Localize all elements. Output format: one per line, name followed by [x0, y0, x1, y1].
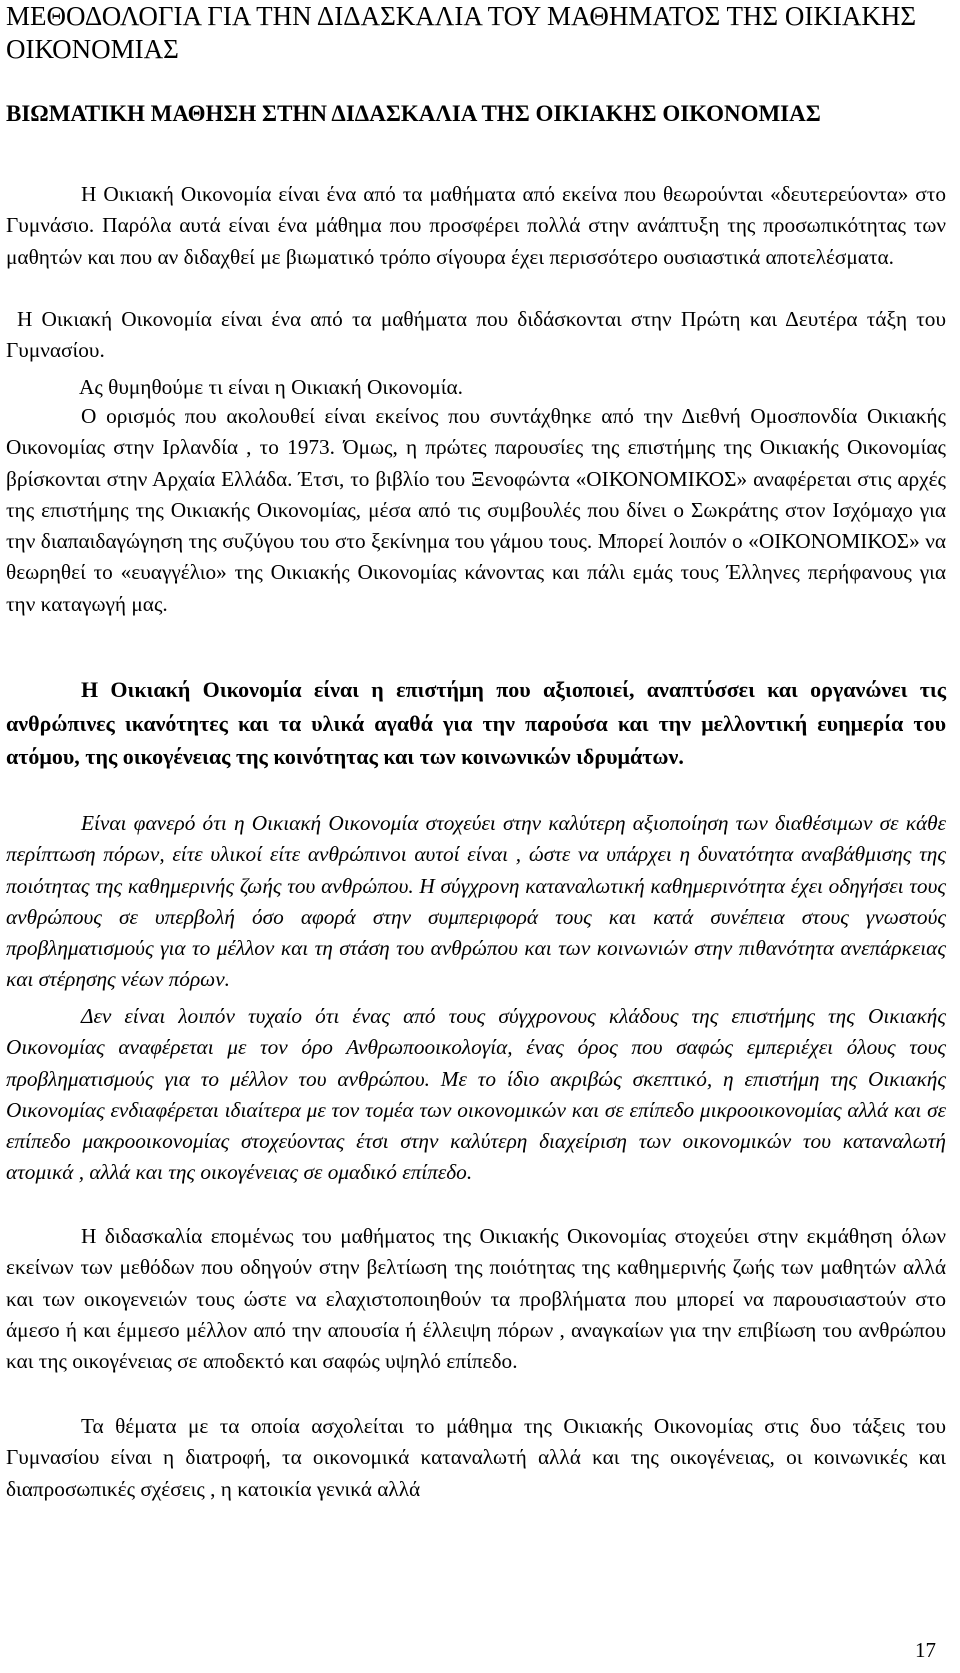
paragraph-intro: Η Οικιακή Οικονομία είναι ένα από τα μαθήματα από εκείνα που θεωρούνται «δευτερεύοντα» στο Γυμνάσιο. Παρόλα αυτά είναι ένα μάθημα που προσφέρει πολλά στην ανάπτυξη της προσωπικότητας των μαθητών και που αν διδαχθεί με βιωματικό τρόπο σίγουρα έχει περισσότερο ουσιαστικά αποτελέσματα.	[6, 182, 946, 269]
paragraph-definition-history: Ο ορισμός που ακολουθεί είναι εκείνος που συντάχθηκε από την Διεθνή Ομοσπονδία Οικιακής Οικονομίας στην Ιρλανδία , το 1973. Όμως, η πρώτες παρουσίες της επιστήμης της Οικιακής Οικονομίας βρίσκονται στην Αρχαία Ελλάδα. Έτσι, το βιβλίο του Ξενοφώντα «ΟΙΚΟΝΟΜΙΚΟΣ» αναφέρεται στις αρχές της επιστήμης της Οικιακής Οικονομίας, μέσα από τις συμβουλές που δίνει ο Σωκράτης στον Ισχόμαχο για την διαπαιδαγώγηση της συζύγου του στο ξεκίνημα του γάμου τους. Μπορεί λοιπόν ο «ΟΙΚΟΝΟΜΙΚΟΣ» να θεωρηθεί το «ευαγγέλιο» της Οικιακής Οικονομίας κάνοντας και πάλι εμάς τους Έλληνες περήφανους για την καταγωγή μας.	[6, 404, 946, 616]
paragraph-teaching: Η διδασκαλία επομένως του μαθήματος της Οικιακής Οικονομίας στοχεύει στην εκμάθηση όλων εκείνων των μεθόδων που οδηγούν στην βελτίωση της ποιότητας της καθημερινής ζωής των μαθητών αλλά και των οικογενειών τους ώστε να ελαχιστοποιηθούν τα προβλήματα που μπορεί να παρουσιαστούν στο άμεσο ή και έμμεσο μέλλον από την απουσία ή έλλειψη πόρων , αναγκαίων για την επιβίωση του ανθρώπου και της οικογένειας σε αποδεκτό και σαφώς υψηλό επίπεδο.	[6, 1224, 946, 1374]
paragraph-reminder: Ας θυμηθούμε τι είναι η Οικιακή Οικονομία.	[79, 375, 463, 399]
paragraph-topics: Τα θέματα με τα οποία ασχολείται το μάθημα της Οικιακής Οικονομίας στις δυο τάξεις του Γυμνασίου είναι η διατροφή, τα οικονομικά καταναλωτή αλλά και της οικογένειας, οι κοινωνικές και διαπροσωπικές σχέσεις , η κατοικία γενικά αλλά	[6, 1414, 946, 1501]
paragraph-definition: Η Οικιακή Οικονομία είναι η επιστήμη που αξιοποιεί, αναπτύσσει και οργανώνει τις ανθρώπινες ικανότητες και τα υλικά αγαθά για την παρούσα και την μελλοντική ευημερία του ατόμου, της οικογένειας της κοινότητας και των κοινωνικών ιδρυμάτων.	[6, 677, 946, 769]
page-number: 17	[915, 1638, 936, 1662]
paragraph-goal: Είναι φανερό ότι η Οικιακή Οικονομία στοχεύει στην καλύτερη αξιοποίηση των διαθέσιμων σε κάθε περίπτωση πόρων, είτε υλικοί είτε ανθρώπινοι αυτοί είναι , ώστε να υπάρχει η δυνατότητα αναβάθμισης της ποιότητας της καθημερινής ζωής του ανθρώπου. Η σύγχρονη καταναλωτική καθημερινότητα έχει οδηγήσει τους ανθρώπους σε υπερβολή όσο αφορά στην συμπεριφορά τους και κατά συνέπεια στους γνωστούς προβληματισμούς για το μέλλον και τη στάση του ανθρώπου και των κοινωνιών στην πιθανότητα ανεπάρκειας και στέρησης νέων πόρων.	[6, 811, 946, 992]
section-subtitle: ΒΙΩΜΑΤΙΚΗ ΜΑΘΗΣΗ ΣΤΗΝ ΔΙΔΑΣΚΑΛΙΑ ΤΗΣ ΟΙΚΙΑΚΗΣ ΟΙΚΟΝΟΜΙΑΣ	[6, 101, 821, 126]
page-title: ΜΕΘΟΔΟΛΟΓΙΑ ΓΙΑ ΤΗΝ ΔΙΔΑΣΚΑΛΙΑ ΤΟΥ ΜΑΘΗΜΑΤΟΣ ΤΗΣ ΟΙΚΙΑΚΗΣ ΟΙΚΟΝΟΜΙΑΣ	[6, 1, 917, 64]
paragraph-classes: Η Οικιακή Οικονομία είναι ένα από τα μαθήματα που διδάσκονται στην Πρώτη και Δευτέρα τάξη του Γυμνασίου.	[6, 307, 946, 363]
paragraph-human-ecology: Δεν είναι λοιπόν τυχαίο ότι ένας από τους σύγχρονους κλάδους της επιστήμης της Οικιακής Οικονομίας αναφέρεται με τον όρο Ανθρωποοικολογία, ένας όρος που σαφώς εμπεριέχει όλους τους προβληματισμούς για το μέλλον του ανθρώπου. Με το ίδιο ακριβώς σκεπτικό, η επιστήμη της Οικιακής Οικονομίας ενδιαφέρεται ιδιαίτερα με τον τομέα των οικονομικών και σε επίπεδο μικροοικονομίας αλλά και σε επίπεδο μακροοικονομίας στοχεύοντας έτσι στην καλύτερη διαχείριση των οικονομικών του καταναλωτή ατομικά , αλλά και της οικογένειας σε ομαδικό επίπεδο.	[6, 1004, 946, 1185]
